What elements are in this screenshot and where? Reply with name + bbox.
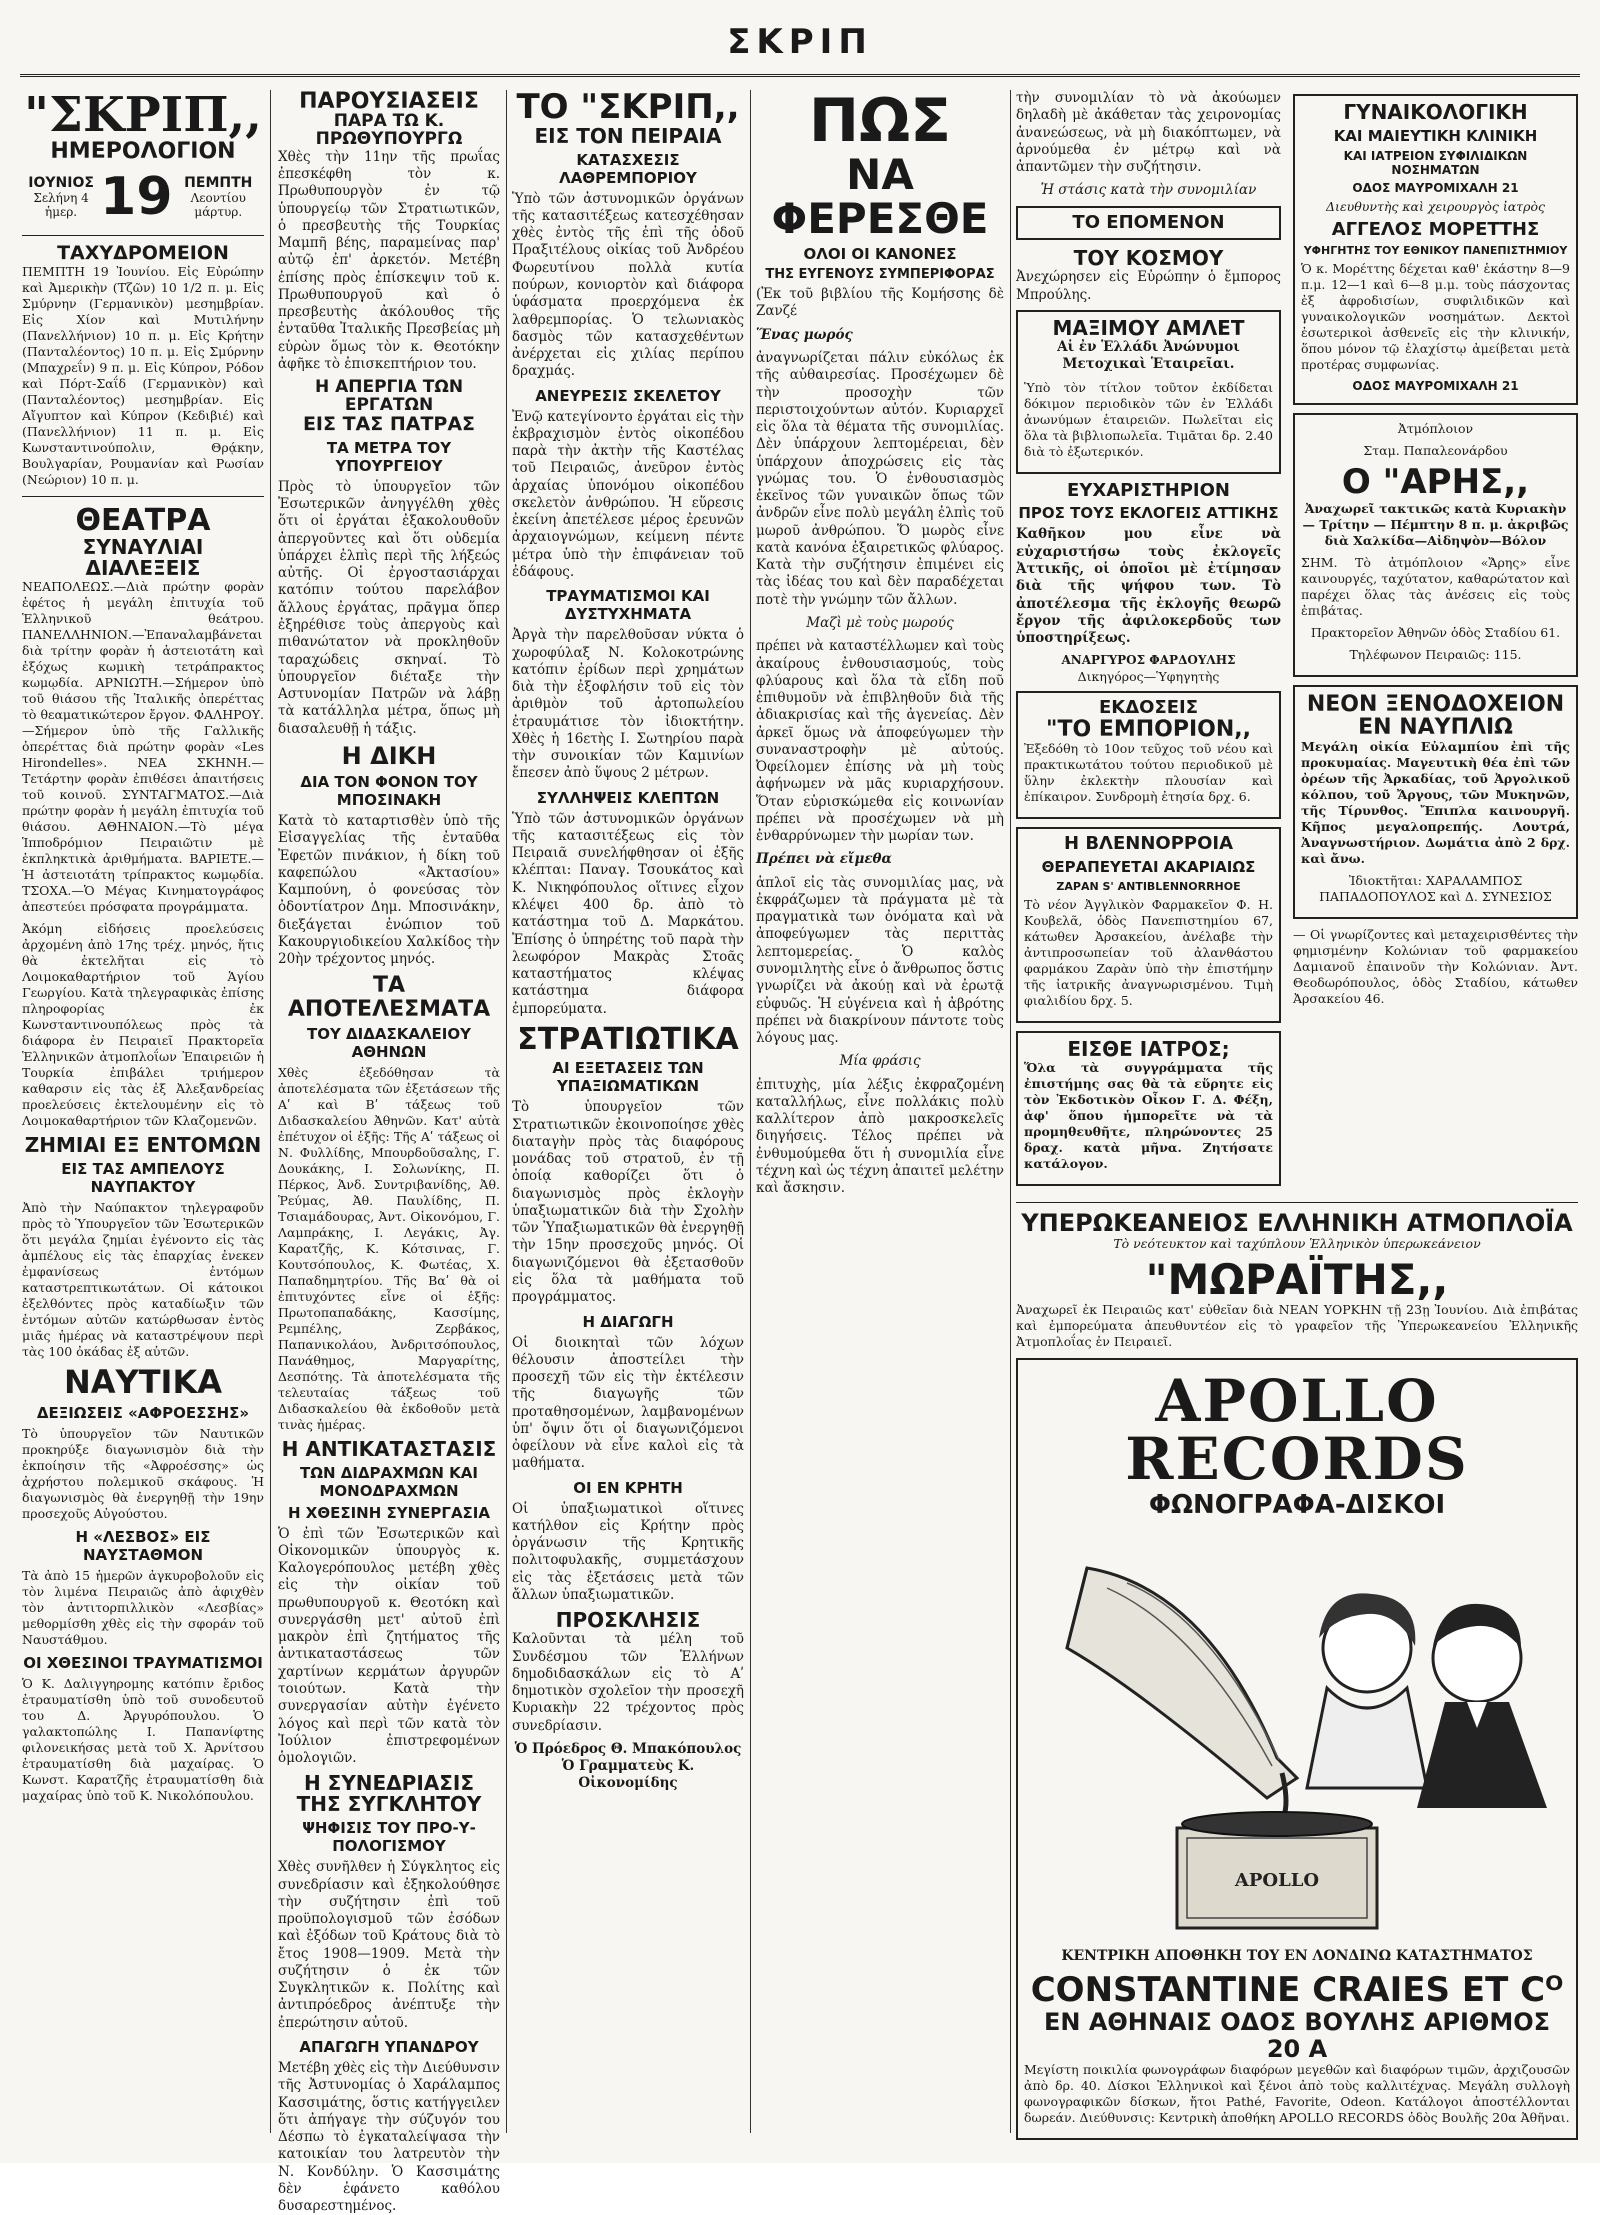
vd-subtitle-2: ΖΑΡΑΝ S' ANTIBLENNORRHOE	[1056, 879, 1241, 893]
craies-text: Μεγίστη ποικιλία φωνογράφων διαφόρων μεγεθῶν καὶ διαφόρων τιμῶν, ἀρχιζουσῶν ἀπὸ δρ. 40. Δίσκοι Ἑλληνικοὶ καὶ ξένοι ἀπὸ τοὺς καλλιτέχνας. Μεγάλη συλλογὴ φωνογραφικῶν δίσκων, ἤτοι Pathé, Favorite, Odeon. Κατάλογοι ἀποστέλλονται δωρεάν. Διεύθυνσις: Κεντρικὴ ἀποθήκη APOLLO RECORDS ὁδὸς Βουλῆς 20α Ἀθῆναι.	[1024, 2061, 1570, 2125]
date-saint: Λεοντίου μάρτυρ.	[190, 191, 246, 220]
column-3	[512, 87, 744, 2133]
replace-subtitle: ΤΩΝ ΔΙΔΡΑΧΜΩΝ ΚΑΙ ΜΟΝΟΔΡΑΧΜΩΝ	[300, 1463, 478, 1500]
world-title: ΤΟΥ ΚΟΣΜΟΥ	[1073, 246, 1224, 271]
vd-text: Τὸ νέον Ἀγγλικὸν Φαρμακεῖον Φ. Η. Κουβελᾶ, ὁδὸς Πανεπιστημίου 67, κάτωθεν Ἀρσακείου, ἀνέλαβε τὴν ἀντιπροσωπείαν τοῦ ἀλανθάστου φαρμάκου Ζαρὰν ὑπὸ τὴν ἐπιστήμην τῆς ἰατρικῆς ἀναγνωρισμένου. Τιμὴ φιαλιδίου δρχ. 5.	[1024, 896, 1273, 1008]
editions-name: "ΤΟ ΕΜΠΟΡΙΟΝ,,	[1045, 716, 1251, 742]
gyn-role: ΥΦΗΓΗΤΗΣ ΤΟΥ ΕΘΝΙΚΟΥ ΠΑΝΕΠΙΣΤΗΜΙΟΥ	[1303, 243, 1568, 257]
replace-title: Η ΑΝΤΙΚΑΤΑΣΤΑΣΙΣ	[281, 1436, 497, 1461]
ares-note: ΣΗΜ. Τὸ ἀτμόπλοιον «Ἄρης» εἶνε καινουργές, ταχύτατον, καθαρώτατον καὶ παρέχει ὅλας τὰς ἀνέσεις εἰς τοὺς ἐπιβάτας.	[1301, 554, 1570, 618]
trial-title: Η ΔΙΚΗ	[341, 741, 437, 770]
hotel-text: Μεγάλη οἰκία Εὐλαμπίου ἐπὶ τῆς προκυμαίας. Μαγευτικὴ θέα ἐπὶ τῶν ὀρέων τῆς Ἀρκαδίας, τοῦ Ἀργολικοῦ κόλπου, τοῦ Ἄργους, τῶν Μυκηνῶν, τῆς Τίρυνθος. Ἔπιπλα καινουργῆ. Κῆπος μεγαλοπρεπής. Λουτρά, Ἀναγνωστήριον. Δωμάτια ἀπὸ 2 δρχ. καὶ ἄνω.	[1301, 738, 1570, 866]
doctor-text: Ὅλα τὰ συγγράμματα τῆς ἐπιστήμης σας θὰ τὰ εὕρητε εἰς τὸν Ἐκδοτικὸν Οἶκον Γ. Δ. Φέξη, ἀφ' ὅπου ἡμπορεῖτε νὰ τὰ προμηθευθῆτε, πληρώνοντες 25 δραχ. κατὰ μῆνα. Ζητήσατε κατάλογον.	[1024, 1059, 1273, 1171]
ares-name: Ο "ΑΡΗΣ,,	[1341, 461, 1530, 502]
gyn-text: Ὁ κ. Μορέττης δέχεται καθ' ἑκάστην 8—9 π.μ. 12—1 καὶ 6—8 μ.μ. τοὺς πάσχοντας ἐξ ἀφροδισίων, συφιλιδικῶν καὶ γυναικολογικῶν νοσημάτων. Δεκτοὶ ἐσωτερικοὶ ἀσθενεῖς εἰς τὴν κλινικήν, ὅπου μόνον τῷ ἐλαχίστῳ ἀμείβεται μετὰ προτέρας συμφωνίας.	[1301, 260, 1570, 372]
thieves-title: ΣΥΛΛΗΨΕΙΣ ΚΛΕΠΤΩΝ	[536, 788, 720, 807]
calendar-date	[22, 167, 264, 227]
naval-title: ΝΑΥΤΙΚΑ	[63, 1362, 222, 1401]
gyn-address: ΟΔΟΣ ΜΑΥΡΟΜΙΧΑΛΗ 21	[1352, 181, 1519, 195]
next-title: ΤΟ ΕΠΟΜΕΝΟΝ	[1072, 211, 1225, 233]
manners-heading-4: Μία φράσις	[839, 1053, 921, 1070]
ares-ad	[1293, 413, 1578, 677]
column-5-left	[1016, 90, 1281, 1194]
manners-text-2: πρέπει νὰ καταστέλλωμεν καὶ τοὺς ἀκαίρους ἐνθουσιασμούς, τοὺς φλύαρους καὶ ὅλα τὰ εἴδη ποῦ ἐπιθυμοῦν νὰ ἐπιβληθοῦν διὰ τῆς ἀδιακρισίας καὶ τῆς ἀγενείας. Δὲν ἀρκεῖ ὅμως νὰ ἀποφεύγωμεν τὴν συναναστροφὴν μὲ αὐτούς. Ὀφείλομεν ἐπίσης νὰ μὴ τοὺς ἀφήνωμεν νὰ μᾶς κυριαρχήσουν. Ὅταν εὑρισκώμεθα εἰς κοινωνίαν πρέπει νὰ προσέχωμεν νὰ μὴ ἐνθαρρύνωμεν τὴν μωρίαν των.	[756, 638, 1004, 845]
date-number: 19	[100, 167, 173, 228]
editions-ad	[1016, 691, 1281, 819]
hamlet-title: ΜΑΞΙΜΟΥ ΑΜΛΕΤ	[1052, 316, 1245, 341]
post-text: ΠΕΜΠΤΗ 19 Ἰουνίου. Εἰς Εὐρώπην καὶ Ἀμερικὴν (Τζῶν) 10 1/2 π. μ. Εἰς Σμύρνην (Γερμανικὸν) μεσημβρίαν. Εἰς Χίον καὶ Μυτιλήνην (Πανελλήνιον) 10 π. μ. Εἰς Κρήτην (Πανταλέοντος) 10 π. μ. Εἰς Σμύρνην (Μπαχρεΐν) 9 π. μ. Εἰς Κύπρον, Ρόδον καὶ Πόρτ-Σαΐδ (Γερμανικὸν) καὶ (Πανταλέοντος) μεσημβρίαν. Εἰς Αἴγυπτον καὶ Κύπρον (Κεδιβιέ) καὶ (Πανελλήνιον) 11 π. μ. Εἰς Κωνσταντινούπολιν, Θρᾴκην, Βουλγαρίαν, Ρουμανίαν καὶ Ρωσίαν (Νεώριον) 10 π. μ.	[22, 264, 264, 488]
thanks-subtitle: ΠΡΟΣ ΤΟΥΣ ΕΚΛΟΓΕΙΣ ΑΤΤΙΚΗΣ	[1018, 504, 1279, 523]
lesvos-title: Η «ΛΕΣΒΟΣ» ΕΙΣ ΝΑΥΣΤΑΘΜΟΝ	[75, 1527, 211, 1564]
hamlet-text: Ὑπὸ τὸν τίτλον τοῦτον ἐκδίδεται δόκιμον περιοδικὸν τῶν ἐν Ἑλλάδι ἀνωνύμων ἑταιρειῶν. Πωλεῖται εἰς ὅλα τὰ βιβλιοπωλεῖα. Τιμᾶται δρ. 2.40 διὰ τὸ ἐξωτερικόν.	[1024, 379, 1273, 459]
military-text: Τὸ ὑπουργεῖον τῶν Στρατιωτικῶν ἐκοινοποίησε χθὲς διαταγὴν πρὸς τὰς διαφόρους μονάδας τοῦ στρατοῦ, ἐν τῇ ὁποίᾳ καθορίζει ὅτι ὁ διαγωνισμὸς πρὸς ἐκλογὴν ὑπαξιωματικῶν διὰ τὴν Σχολὴν τῶν Ὑπαξιωματικῶν θὰ ἐνεργηθῇ τὴν 15ην προσεχοῦς μηνός. Οἱ διαγωνιζόμενοι θὰ ἐξετασθοῦν εἰς ὅλα τὰ μαθήματα τοῦ προγράμματος.	[512, 1099, 744, 1306]
abduction-text: Μετέβη χθὲς εἰς τὴν Διεύθυνσιν τῆς Ἀστυνομίας ὁ Χαράλαμπος Κασσιμάτης, ὅστις κατήγγειλεν ὅτι ἀπήγαγε τὴν σύζυγόν του Δέσπω τὸ ἐγκαταλείψασα τὴν κατοικίαν του λατρευτὸν τὴν Ν. Κονδύλην. Ὁ Κασσιμάτης δὲν ἐφάνετο καθόλου δυσαρεστημένος.	[278, 2059, 500, 2215]
manners-subtitle-2: ΤΗΣ ΕΥΓΕΝΟΥΣ ΣΥΜΠΕΡΙΦΟΡΑΣ	[765, 267, 995, 283]
thanks-title: ΕΥΧΑΡΙΣΤΗΡΙΟΝ	[1067, 479, 1230, 501]
skrip-piraeus-subtitle: ΕΙΣ ΤΟΝ ΠΕΙΡΑΙΑ	[534, 123, 722, 148]
ares-office: Πρακτορεῖον Ἀθηνῶν ὁδὸς Σταδίου 61.	[1310, 624, 1561, 640]
injured-title: ΟΙ ΧΘΕΣΙΝΟΙ ΤΡΑΥΜΑΤΙΣΜΟΙ	[23, 1653, 263, 1672]
trial-text: Κατὰ τὸ καταρτισθὲν ὑπὸ τῆς Εἰσαγγελίας τῆς ἐνταῦθα Ἐφετῶν πινάκιον, ἡ δίκη τοῦ καφεπώλου «Ἀκτασίου» Καμπούνη, ὁ φονεύσας τὸν ὀδοντίατρον Δημ. Μποσινάκην, διεξάγεται ἐνώπιον τοῦ Κακουργιοδικείου Χαλκίδος τὴν 20ὴν τρέχοντος μηνός.	[278, 813, 500, 968]
date-moon: Σελήνη 4 ἡμερ.	[33, 191, 89, 220]
theatre-subtitle: ΣΥΝΑΥΛΙΑΙ ΔΙΑΛΕΞΕΙΣ	[82, 534, 204, 580]
naval-subtitle: ΔΕΞΙΩΣΕΙΣ «ΑΦΡΟΕΣΣΗΣ»	[36, 1403, 250, 1422]
manners-text-4: ἐπιτυχὴς, μία λέξις ἐκφραζομένη καταλλήλως, εἶνε πολλάκις πολὺ καλλίτερον ἀπὸ μακροσκελεῖς διηγήσεις. Τέλος πρέπει νὰ ἐνθυμούμεθα ὅτι ἡ συνομιλία εἶνε τέχνη καὶ ὡς τέχνη ἀπαιτεῖ μελέτην καὶ ἄσκησιν.	[756, 1076, 1004, 1197]
craies-name: CONSTANTINE CRAIES ET Cᴼ	[1030, 1969, 1564, 2010]
audiences-title: ΠΑΡΟΥΣΙΑΣΕΙΣ	[299, 89, 479, 114]
manners-heading-3: Πρέπει νὰ εἴμεθα	[756, 851, 892, 868]
gyn-name: ΑΓΓΕΛΟΣ ΜΟΡΕΤΤΗΣ	[1331, 219, 1540, 240]
column-divider	[750, 90, 751, 2133]
gyn-subtitle: ΚΑΙ ΜΑΙΕΥΤΙΚΗ ΚΛΙΝΙΚΗ	[1333, 127, 1538, 145]
masthead	[0, 0, 1600, 80]
manners-subtitle: ΟΛΟΙ ΟΙ ΚΑΝΟΝΕΣ	[803, 245, 957, 264]
strike-subtitle: ΕΙΣ ΤΑΣ ΠΑΤΡΑΣ	[302, 412, 476, 435]
pests-text: Ἀπὸ τὴν Ναύπακτον τηλεγραφοῦν πρὸς τὸ Ὑπουργεῖον τῶν Ἐσωτερικῶν ὅτι μεγάλα ζημίαι ἐγένοντο εἰς τὰς ἀμπέλους εἰς τὰς ἐπαρχίας ἐνεκεν ἐμφανίσεως ἐντόμων καταστρεπτικωτάτων. Οἱ κάτοικοι ἐξελθόντες πρὸς καταδίωξιν τῶν ἐντόμων αὐτῶν κατώρθωσαν ἐντὸς μιᾶς ἡμέρας νὰ καταστρέψουν περὶ τὰς 100 ὀκάδας ἐξ αὐτῶν.	[22, 1199, 264, 1359]
audiences-subtitle: ΠΑΡΑ ΤΩ Κ. ΠΡΩΘΥΠΟΥΡΓΩ	[315, 111, 463, 149]
ares-top: Ἀτμόπλοιον	[1397, 420, 1474, 436]
accidents-title: ΤΡΑΥΜΑΤΙΣΜΟΙ ΚΑΙ ΔΥΣΤΥΧΗΜΑΤΑ	[546, 587, 710, 624]
session-title: Η ΣΥΝΕΔΡΙΑΣΙΣ	[303, 1771, 475, 1796]
gramophone-illustration	[1024, 1528, 1570, 1948]
smuggling-text: Ὑπὸ τῶν ἀστυνομικῶν ὀργάνων τῆς κατασιτέξεως κατεσχέθησαν χθὲς ἐντὸς τῆς ἐπὶ τῆς ὁδοῦ Πραξιτέλους οἰκίας τοῦ Ἀνδρέου Φωρευτίνου πολλὰ κυτία πούρων, κονιορτὸν καὶ διάφορα ὑφάσματα προερχόμενα ἐκ λαθρεμπορίας. Ὁ τελωνιακὸς δασμὸς τῶν κατασχεθέντων ἀνέρχεται εἰς χιλίας περίπου δραχμάς.	[512, 190, 744, 380]
manners-heading: Ἕνας μωρός	[756, 326, 853, 343]
post-title: ΤΑΧΥΔΡΟΜΕΙΟΝ	[57, 242, 229, 265]
replace-subtitle-2: Η ΧΘΕΣΙΝΗ ΣΥΝΕΡΓΑΣΙΑ	[287, 1503, 490, 1522]
doctor-ad	[1016, 1031, 1281, 1186]
ship-name: "ΜΩΡΑΪΤΗΣ,,	[1145, 1254, 1449, 1304]
vd-subtitle: ΘΕΡΑΠΕΥΕΤΑΙ ΑΚΑΡΙΑΙΩΣ	[1041, 857, 1256, 876]
manners-text-3: ἁπλοῖ εἰς τὰς συνομιλίας μας, νὰ ἐκφράζωμεν τὰ πράγματα μὲ τὰ πραγματικὰ των ὀνόματα καὶ νὰ ἀποφεύγωμεν τὰς περιττὰς λεπτομερείας. Ὁ καλὸς συνομιλητὴς εἶνε ὁ ἄνθρωπος ὅστις γνωρίζει νὰ ἀκούῃ καὶ νὰ ἐρωτᾷ εὐφυῶς. Ἡ εὐγένεια καὶ ἡ ἀβρότης πρέπει νὰ διακρίνουν πάντοτε τοὺς λόγους μας.	[756, 874, 1004, 1047]
gyn-ad	[1293, 94, 1578, 405]
contest-title: Η ΔΙΑΓΩΓΗ	[582, 1312, 674, 1331]
invite-signature: Ὁ Πρόεδρος Θ. Μπακόπουλος Ὁ Γραμματεὺς Κ. Οἰκονομίδης	[514, 1740, 742, 1792]
trial-subtitle: ΔΙΑ ΤΟΝ ΦΟΝΟΝ ΤΟΥ ΜΠΟΣΙΝΑΚΗ	[300, 773, 478, 810]
session-subtitle: ΤΗΣ ΣΥΓΚΛΗΤΟΥ	[296, 1792, 482, 1817]
thanks-signature-role: Δικηγόρος—Ὑφηγητὴς	[1077, 668, 1220, 684]
column-5-right	[1293, 90, 1578, 1194]
hamlet-subtitle: Αἱ ἐν Ἑλλάδι Ἀνώνυμοι Μετοχικαὶ Ἑταιρεῖαι.	[1057, 339, 1240, 373]
hamlet-ad	[1016, 310, 1281, 474]
thieves-text: Ὑπὸ τῶν ἀστυνομικῶν ὀργάνων τῆς κατασιτέξεως εἰς τὸν Πειραιᾶ συνελήφθησαν οἱ ἐξῆς κλέπται: Παναγ. Τσουκάτος καὶ Κ. Νικηφόπουλος οἵτινες εἶχον κλέψει 400 δρ. ἀπὸ τὸ κατάστημα τοῦ Δ. Μαρκάτου. Ἐπίσης ὁ ὑπηρέτης τοῦ παρὰ τὴν λεωφόρον Μακρὰς Στοᾶς καταστήματος κλέψας κατάστημα διάφορα ἐμπορεύματα.	[512, 810, 744, 1017]
hotel-subtitle: ΕΝ ΝΑΥΠΛΙΩ	[1358, 714, 1513, 740]
gyn-director-label: Διευθυντὴς καὶ χειρουργὸς ἰατρὸς	[1326, 199, 1545, 214]
contest-text: Οἱ διοικηταὶ τῶν λόχων θέλουσιν ἀποστείλει τὴν προσεχῆ τῶν εἰς τὴν ἐκτέλεσιν τῆς διαγωγῆς τῶν προταθησομένων, λαμβανομένων ὑπ' ὄψιν ὅτι οἱ διαγωνιζόμενοι ὀφείλουν νὰ εἶνε καλοὶ εἰς τὰ μαθήματα.	[512, 1334, 744, 1472]
injured-text: Ὁ Κ. Δαλιγγηρομης κατόπιν ἔριδος ἐτραυματίσθη ὑπὸ τοῦ συνοδευτοῦ του Δ. Ἀργυρόπουλου. Ὁ γαλακτοπώλης Ι. Παπανίφτης φιλονεικήσας μετὰ τοῦ Χ. Ἀρνίτσου ἐτραυματίσθη διὰ μαχαίρας. Ὁ Κωνστ. Καρατζῆς ἐτραυματίσθη διὰ μαχαίρας ὑπὸ τοῦ Κ. Νικολόπουλου.	[22, 1675, 264, 1803]
military-title: ΣΤΡΑΤΙΩΤΙΚΑ	[517, 1021, 739, 1057]
session-subtitle-2: ΨΗΦΙΣΙΣ ΤΟΥ ΠΡΟ-Υ-ΠΟΛΟΓΙΣΜΟΥ	[302, 1819, 476, 1856]
manners-heading-2: Μαζὶ μὲ τοὺς μωρούς	[806, 614, 954, 631]
date-month: ΙΟΥΝΙΟΣ	[28, 175, 94, 192]
column-5	[1016, 90, 1578, 2133]
vd-ad	[1016, 827, 1281, 1023]
cologne-text: — Οἱ γνωρίζοντες καὶ μεταχειρισθέντες τὴν φημισμένην Κολώνιαν τοῦ φαρμακείου Δαμιανοῦ ἐπαινοῦν τὴν Κολώνιαν. Ἀντ. Θεοδωρόπουλος, ὁδὸς Σταδίου, κάτωθεν Ἀρσακείου 46.	[1293, 926, 1578, 1006]
invite-title: ΠΡΟΣΚΛΗΣΙΣ	[555, 1608, 701, 1633]
replace-text: Ὁ ἐπὶ τῶν Ἐσωτερικῶν καὶ Οἰκονομικῶν ὑπουργὸς κ. Καλογερόπουλος μετέβη χθὲς εἰς τὴν οἰκίαν τοῦ πρωθυπουργοῦ κ. Θεοτόκη καὶ συνεργάσθη μετ' αὐτοῦ ἐπὶ μακρὸν ἐπὶ ζητήματος τῆς ἀντικαταστάσεως τῶν χαρτίνων κερμάτων ἀργυρῶν τοιούτων. Κατὰ τὴν συνεργασίαν αὐτὴν ἐγένετο λόγος καὶ περὶ τῶν κατὰ τὸν Ἰούλιον ἐπιστρεφομένων ὁμολογιῶν.	[278, 1525, 500, 1767]
abduction-title: ΑΠΑΓΩΓΗ ΥΠΑΝΔΡΟΥ	[299, 2037, 479, 2056]
date-weekday: ΠΕΜΠΤΗ	[184, 175, 253, 192]
next-note: Ἡ στάσις κατὰ τὴν συνομιλίαν	[1040, 182, 1257, 199]
column-5-top	[1016, 90, 1578, 1194]
conversation-text: τὴν συνομιλίαν τὸ νὰ ἀκούωμεν δηλαδὴ μὲ ἀκάθεταν τὰς χειρονομίας ἀνανεώσεως, νὰ μὴ διακόπτωμεν, νὰ ἀρνούμεθα ἐν μέτρῳ καὶ νὰ ἀπαντῶμεν τὴν συζήτησιν.	[1016, 90, 1281, 176]
invite-text: Καλοῦνται τὰ μέλη τοῦ Συνδέσμου τῶν Ἑλλήνων δημοδιδασκάλων εἰς τὸ Αʹ δημοτικὸν σχολεῖον τὴν προσεχῆ Κυριακὴν 22 τρέχοντος πρὸς συνεδρίασιν.	[512, 1631, 744, 1734]
calendar-title: ΗΜΕΡΟΛΟΓΙΟΝ	[50, 139, 236, 165]
thanks-signature: ΑΝΑΡΓΥΡΟΣ ΦΑΡΔΟΥΛΗΣ	[1061, 653, 1236, 668]
doctor-title: ΕΙΣΘΕ ΙΑΤΡΟΣ;	[1067, 1036, 1230, 1061]
crete-title: ΟΙ ΕΝ ΚΡΗΤΗ	[573, 1478, 683, 1497]
column-divider	[1010, 90, 1011, 2133]
theatre-title: ΘΕΑΤΡΑ	[75, 503, 211, 539]
theatre-text: ΝΕΑΠΟΛΕΩΣ.—Διὰ πρώτην φορὰν ἐφέτος ἡ μεγάλη ἐπιτυχία τοῦ Ἑλληνικοῦ θεάτρου. ΠΑΝΕΛΛΗΝΙΟΝ.—Ἐπαναλαμβάνεται διὰ τρίτην φορὰν ἡ ἀστειοτάτη καὶ ἐξόχως κωμικὴ τετράπρακτος κωμῳδία. ΑΡΝΙΩΤΗ.—Σήμερον ὑπὸ τοῦ θιάσου τῆς Ἰταλικῆς ὀπερέττας τὸ θεαματικώτερον ἔργον. ΦΑΛΗΡΟΥ.—Σήμερον ὑπὸ τῆς Γαλλικῆς ὀπερέττας διὰ πρώτην φορὰν «Les Hirondelles». ΝΕΑ ΣΚΗΝΗ.—Τετάρτην φορὰν ἐπιθέσει ἀπαιτήσεις τοῦ κοινοῦ. ΣΥΝΤΑΓΜΑΤΟΣ.—Διὰ πρώτην φορὰν ἡ μεγάλη ἐπιτυχία τοῦ θιάσου. ΑΘΗΝΑΙΟΝ.—Τὸ μέγα Ἱπποδρόμιον Πειραιῶτιν μὲ ἐκπληκτικὰ ἀριθμήματα. ΒΑΡΙΕΤΕ.—Ἡ ἀστειοτάτη τρίπρακτος κωμῳδία. ΤΣΟΧΑ.—Ὁ Μέγας Κινηματογράφος ἀπεστεύει πρόσφατα προγράμματα.	[22, 578, 264, 914]
ship-title: ΥΠΕΡΩΚΕΑΝΕΙΟΣ ΕΛΛΗΝΙΚΗ ΑΤΜΟΠΛΟΪΑ	[1021, 1208, 1573, 1237]
results-subtitle: ΤΟΥ ΔΙΔΑΣΚΑΛΕΙΟΥ ΑΘΗΝΩΝ	[306, 1024, 471, 1061]
smuggling-title: ΚΑΤΑΣΧΕΣΙΣ ΛΑΘΡΕΜΠΟΡΙΟΥ	[559, 150, 697, 187]
crete-text: Οἱ ὑπαξιωματικοὶ οἵτινες κατήλθον εἰς Κρήτην πρὸς ὀργάνωσιν τῆς Κρητικῆς πολιτοφυλακῆς, συμμετάσχουν εἰς τὰς ἐξετάσεις μετὰ τῶν ἄλλων ὑπαξιωματικῶν.	[512, 1500, 744, 1603]
hotel-ad	[1293, 685, 1578, 919]
pests-subtitle: ΕΙΣ ΤΑΣ ΑΜΠΕΛΟΥΣ ΝΑΥΠΑΚΤΟΥ	[61, 1159, 225, 1196]
audiences-text: Χθὲς τὴν 11ην τῆς πρωΐας ἐπεσκέφθη τὸν κ. Πρωθυπουργὸν ἐν τῷ ὑπουργείῳ τῶν Στρατιωτικῶν, ὁ πρεσβευτὴς τῆς Τουρκίας Μαμπῆ βέης, παραμείνας παρ' αὐτῷ ἐπ' ἀρκετόν. Μετέβη ἐπίσης πρὸς ἐπίσκεψιν τοῦ κ. Πρωθυπουργοῦ καὶ ὁ πρεσβευτὴς ἀκόλουθος τῆς ἐνταῦθα Ἰταλικῆς Πρεσβείας μὴ εὑρὼν ὅμως τὸν κ. Θεοτόκην ἀφῆκε τὸ ἐπισκεπτήριον του.	[278, 148, 500, 372]
ares-agent: Σταμ. Παπαλεονάρδου	[1363, 442, 1508, 458]
ares-text: Ἀναχωρεῖ τακτικῶς κατὰ Κυριακὴν — Τρίτην — Πέμπτην 8 π. μ. ἀκριβῶς διὰ Χαλκίδα—Αἰδηψὸν—Βόλον	[1302, 500, 1569, 548]
column-1	[22, 87, 264, 2133]
apollo-title: APOLLO RECORDS	[1125, 1366, 1469, 1493]
strike-title: Η ΑΠΕΡΓΙΑ ΤΩΝ ΕΡΓΑΤΩΝ	[314, 377, 464, 416]
world-text: Ἀνεχώρησεν εἰς Εὐρώπην ὁ ἔμπορος Μπρούλης.	[1016, 269, 1281, 303]
manners-title: ΠΩΣ	[808, 86, 952, 156]
craies-caption: ΚΕΝΤΡΙΚΗ ΑΠΟΘΗΚΗ ΤΟΥ ΕΝ ΛΟΝΔΙΝΩ ΚΑΤΑΣΤΗΜΑΤΟΣ	[1061, 1947, 1533, 1964]
masthead-rule	[20, 74, 1580, 77]
apollo-ad	[1016, 1358, 1578, 2140]
editions-text: Ἐξεδόθη τὸ 10ον τεῦχος τοῦ νέου καὶ πρακτικωτάτου τούτου περιοδικοῦ μὲ ὕλην ἐκλεκτὴν πλουσίαν καὶ ἐπίκαιρον. Συνδρομὴ ἐτησία δρχ. 6.	[1024, 740, 1273, 804]
craies-address: ΕΝ ΑΘΗΝΑΙΣ ΟΔΟΣ ΒΟΥΛΗΣ ΑΡΙΘΜΟΣ 20 Α	[1043, 2008, 1551, 2063]
column-2	[278, 89, 500, 2215]
manners-text: ἀναγνωρίζεται πάλιν εὐκόλως ἐκ τῆς αὐθαιρεσίας. Προσέχωμεν δὲ τὴν προσοχὴν τῶν περιστοιχούντων αὐτόν. Κυριαρχεῖ εἰς ὅλα τὰ θέματα τῆς συνομιλίας. Δὲν ὑπάρχουν λεπτομέρειαι, δὲν ὑπάρχουν ἀποχρώσεις εἰς τὰς γνώμας του. Ὁ ἐνθουσιασμὸς ἐκεῖνος τῶν γυναικῶν ὅπως τῶν ἀνδρῶν εἶνε πολὺ μεγάλη ἐλπὶς τοῦ μωροῦ ἀνθρώπου. Ὅ μωρὸς εἶνε κατὰ κανόνα ἐξαιρετικῶς φλύαρος. Κατὰ τὴν συζήτησιν ἐπιμένει εἰς τὰς ἰδέας του καὶ δὲν παραδέχεται ποτὲ τὴν γνώμην τῶν ἄλλων.	[756, 349, 1004, 608]
gyn-subtitle-2: ΚΑΙ ΙΑΤΡΕΙΟΝ ΣΥΦΙΛΙΔΙΚΩΝ ΝΟΣΗΜΑΤΩΝ	[1343, 149, 1528, 177]
ship-subtitle: Τὸ νεότευκτον καὶ ταχύπλουν Ἑλληνικὸν ὑπερωκεάνειον	[1113, 1235, 1481, 1251]
ares-phone: Τηλέφωνον Πειραιῶς: 115.	[1349, 646, 1522, 662]
masthead-title: ΣΚΡΙΠ	[727, 22, 873, 62]
separator	[22, 235, 264, 236]
thanks-text: Καθῆκον μου εἶνε νὰ εὐχαριστήσω τοὺς ἐκλογεῖς Ἀττικῆς, οἱ ὁποῖοι μὲ ἐτίμησαν διὰ τῆς ψήφου των. Τὸ ἀποτέλεσμα τῆς ἐκλογῆς θεωρῶ ἔργον τῆς ἀφιλοκερδοῦς των ὑποστηρίξεως.	[1016, 526, 1281, 647]
skeleton-title: ΑΝΕΥΡΕΣΙΣ ΣΚΕΛΕΤΟΥ	[535, 386, 721, 405]
strike-text: Πρὸς τὸ ὑπουργεῖον τῶν Ἐσωτερικῶν ἀνηγγέλθη χθὲς ὅτι οἱ ἐργάται ἐξακολουθοῦν ἀπεργοῦντες καὶ ὅτι οὐδεμία ὑπάρχει ἐλπὶς περὶ τῆς λήξεώς αὐτῆς. Οἱ ἐργοστασιάρχαι κατόπιν τούτου παρελάβον ἄλλους ἐργάτας, πρᾶγμα ὅπερ ἐξηρέθισε τοὺς ἀπεργοὺς καὶ πιθανώτατον νὰ προκληθοῦν ταραχώδεις σκηναί. Τὸ ὑπουργεῖον διέταξε τὴν Αστυνομίαν Πατρῶν νὰ λάβῃ τὰ κατάλληλα μέτρα, ὅπως μὴ διασαλευθῇ ἡ τάξις.	[278, 478, 500, 737]
hotel-title: ΝΕΟΝ ΞΕΝΟΔΟΧΕΙΟΝ	[1306, 691, 1565, 717]
cabinet-label: APOLLO	[1234, 1869, 1320, 1891]
column-4	[756, 86, 1004, 2133]
next-box	[1016, 206, 1281, 241]
column-divider	[270, 90, 271, 2133]
naval-text: Τὸ ὑπουργεῖον τῶν Ναυτικῶν προκηρύξε διαγωνισμὸν διὰ τὴν ἐκποίησιν τῆς «Ἀφροέσσης» ὡς ἀχρήστου πολεμικοῦ σκάφους. Ἡ διαγωνισμὸς θὰ ἐνεργηθῇ τὴν 19ην προσεχοῦς Αὐγούστου.	[22, 1425, 264, 1521]
separator	[22, 496, 264, 497]
strike-subtitle-2: ΤΑ ΜΕΤΡΑ ΤΟΥ ΥΠΟΥΡΓΕΙΟΥ	[326, 438, 452, 475]
session-text: Χθὲς συνῆλθεν ἡ Σύγκλητος εἰς συνεδρίασιν καὶ ἐξηκολούθησε τὴν συζήτησιν ἐπὶ τοῦ προϋπολογισμοῦ τῶν ἐσόδων καὶ ἐξόδων τοῦ Κράτους διὰ τὸ ἔτος 1908—1909. Μετὰ τὴν συζήτησιν ὁ ἐκ τῶν Συγκλητικῶν κ. Πολίτης καὶ ἀντιπρόεδρος ἀνέπτυξε τὴν ἐπερώτησιν αὐτοῦ.	[278, 1859, 500, 2031]
pests-title: ΖΗΜΙΑΙ ΕΞ ΕΝΤΟΜΩΝ	[24, 1132, 262, 1157]
hotel-owners: Ἰδιοκτῆται: ΧΑΡΑΛΑΜΠΟΣ ΠΑΠΑΔΟΠΟΥΛΟΣ καὶ Δ. ΣΥΝΕΣΙΟΣ	[1319, 872, 1552, 904]
manners-source: (Ἐκ τοῦ βιβλίου τῆς Κομήσσης δὲ Ζανζέ	[756, 286, 1004, 320]
accidents-text: Ἀργὰ τὴν παρελθοῦσαν νύκτα ὁ χωροφύλαξ Ν. Κολοκοτρώνης κατόπιν ἐρίδων περὶ χρημάτων διὰ τὴν ἐξοφλήσιν τοῦ εἰς τὸν ἀριθμὸν τοῦ ἀρτοπωλείου ἐτραυμάτισε τὸν ἰδιοκτήτην. Χθὲς ἡ 16ετὴς Ι. Σωτηρίου παρὰ τὴν συνοικίαν τῶν Καμινίων ἔπεσεν ἀπὸ ὕψους 2 μέτρων.	[512, 627, 744, 782]
editions-title: ΕΚΔΟΣΕΙΣ	[1098, 696, 1199, 718]
skeleton-text: Ἐνῷ κατεγίνοντο ἐργάται εἰς τὴν ἐκβραχισμὸν ἐντὸς οἰκοπέδου παρὰ τὴν ἀκτὴν τῆς Καστέλας τοῦ Πειραιῶς, ἀνεῦρον ἐντὸς ἀρχαίας ὑπονόμου οἰκοπέδου σκελετὸν ἀνθρώπου. Ἡ εὕρεσις ἐκείνη ἀπετέλεσε μέρος ἐρευνῶν ἀρχαιογνώμων, κείμενη πέντε μέτρα ὑπὸ τὴν ἐπιφάνειαν τοῦ ἐδάφους.	[512, 408, 744, 580]
manners-title-2: ΝΑ ΦΕΡΕΣΘΕ	[771, 150, 989, 244]
skrip-piraeus-title: ΤΟ "ΣΚΡΙΠ,,	[516, 87, 740, 127]
wire-text: Ἀκόμη εἰδήσεις προελεύσεις ἀρχομένη ἀπὸ 17ης τρέχ. μηνός, ἥτις θὰ ἐκτελῆται εἰς τὸ Λοιμοκαθαρτήριον τοῦ Ἁγίου Γεωργίου. Κατὰ τηλεγραφικὰς ἐπίσης πληροφορίας ἐκ Κωνσταντινουπόλεως πρὸς τὰ διάφορα ἐν Πειραιεῖ Πρακτορεῖα Ἑλληνικῶν ἀτμοπλοΐων Ἐπαιρειῶν ἡ Τουρκία ἐπιβάλει τριήμερον καθαρσιν εἰς τὰς ἐξ Ἀλεξανδρείας προελεύσεις ἐκτελουμένην εἰς τὸ Λοιμοκαθαρτήριον τῶν Κλαζομενῶν.	[22, 920, 264, 1128]
separator	[1016, 1202, 1578, 1203]
military-subtitle: ΑΙ ΕΞΕΤΑΣΕΙΣ ΤΩΝ ΥΠΑΞΙΩΜΑΤΙΚΩΝ	[552, 1059, 704, 1096]
results-text: Χθὲς ἐξεδόθησαν τὰ ἀποτελέσματα τῶν ἐξετάσεων τῆς Αʹ καὶ Βʹ τάξεως τοῦ Διδασκαλείου Ἀθηνῶν. Κατ' αὐτὰ ἐπέτυχον οἱ ἑξῆς: Τῆς Αʹ τάξεως οἱ Ν. Φυλλίδης, Μπουρδοῦσαλης, Γ. Δουκάκης, Ι. Σολωνίκης, Π. Πέρκος, Ἀνδ. Συντριβανίδης, Ἀθ. Ῥεύμας, Ἀθ. Παυλίδης, Π. Τσιαμάδουρας, Ἀντ. Οἰκονόμου, Γ. Λαμπράκης, Ι. Λεγάκις, Ἀγ. Καρατζῆς, Κ. Κότσινας, Γ. Κουτσόπουλος, Κ. Φωτέας, Χ. Παπαδημητρίου. Τῆς Βαʹ θὰ οἱ ἐπιτυχόντες εἶνε οἱ ἑξῆς: Πρωτοπαπαδάκης, Κασσίμης, Ρεμπέλης, Ζερβάκος, Παπανικολάου, Ἀνδριτσόπουλος, Πανάθημος, Μαργαρίτης, Δεσπότης. Τὰ ἀποτελέσματα τῆς τελευταίας τάξεως τοῦ Διδασκαλείου θὰ ἐκδοθοῦν μετὰ τινὰς ἡμέρας.	[278, 1064, 500, 1432]
lesvos-text: Τὰ ἀπὸ 15 ἡμερῶν ἀγκυροβολοῦν εἰς τὸν λιμένα Πειραιῶς ἀπὸ ἀφιχθὲν τὸν ἀντιτορπιλλικὸν «Λεσβίας» μεθορμίσθη χθὲς εἰς τὴν σφοράν τοῦ Ναυστάθμου.	[22, 1567, 264, 1647]
ship-text: Ἀναχωρεῖ ἐκ Πειραιῶς κατ' εὐθεῖαν διὰ ΝΕΑΝ ΥΟΡΚΗΝ τῇ 23ῃ Ἰουνίου. Διὰ ἐπιβάτας καὶ ἐμπορεύματα ἀπευθυντέον εἰς τὸ γραφεῖον τῆς Ὑπερωκεανείου Ἑλληνικῆς Ἀτμοπλοΐας ἐν Πειραιεῖ.	[1016, 1301, 1578, 1349]
gyn-address-2: ΟΔΟΣ ΜΑΥΡΟΜΙΧΑΛΗ 21	[1352, 378, 1519, 393]
record-icon	[1182, 1812, 1372, 1836]
gyn-title: ΓΥΝΑΙΚΟΛΟΓΙΚΗ	[1343, 100, 1528, 124]
results-title: ΤΑ ΑΠΟΤΕΛΕΣΜΑΤΑ	[287, 973, 491, 1022]
column-divider	[506, 90, 507, 2133]
paper-name: "ΣΚΡΙΠ,,	[24, 87, 262, 143]
vd-title: Η ΒΛΕΝΝΟΡΡΟΙΑ	[1063, 832, 1234, 854]
apollo-subtitle: ΦΩΝΟΓΡΑΦΑ-ΔΙΣΚΟΙ	[1148, 1489, 1446, 1520]
